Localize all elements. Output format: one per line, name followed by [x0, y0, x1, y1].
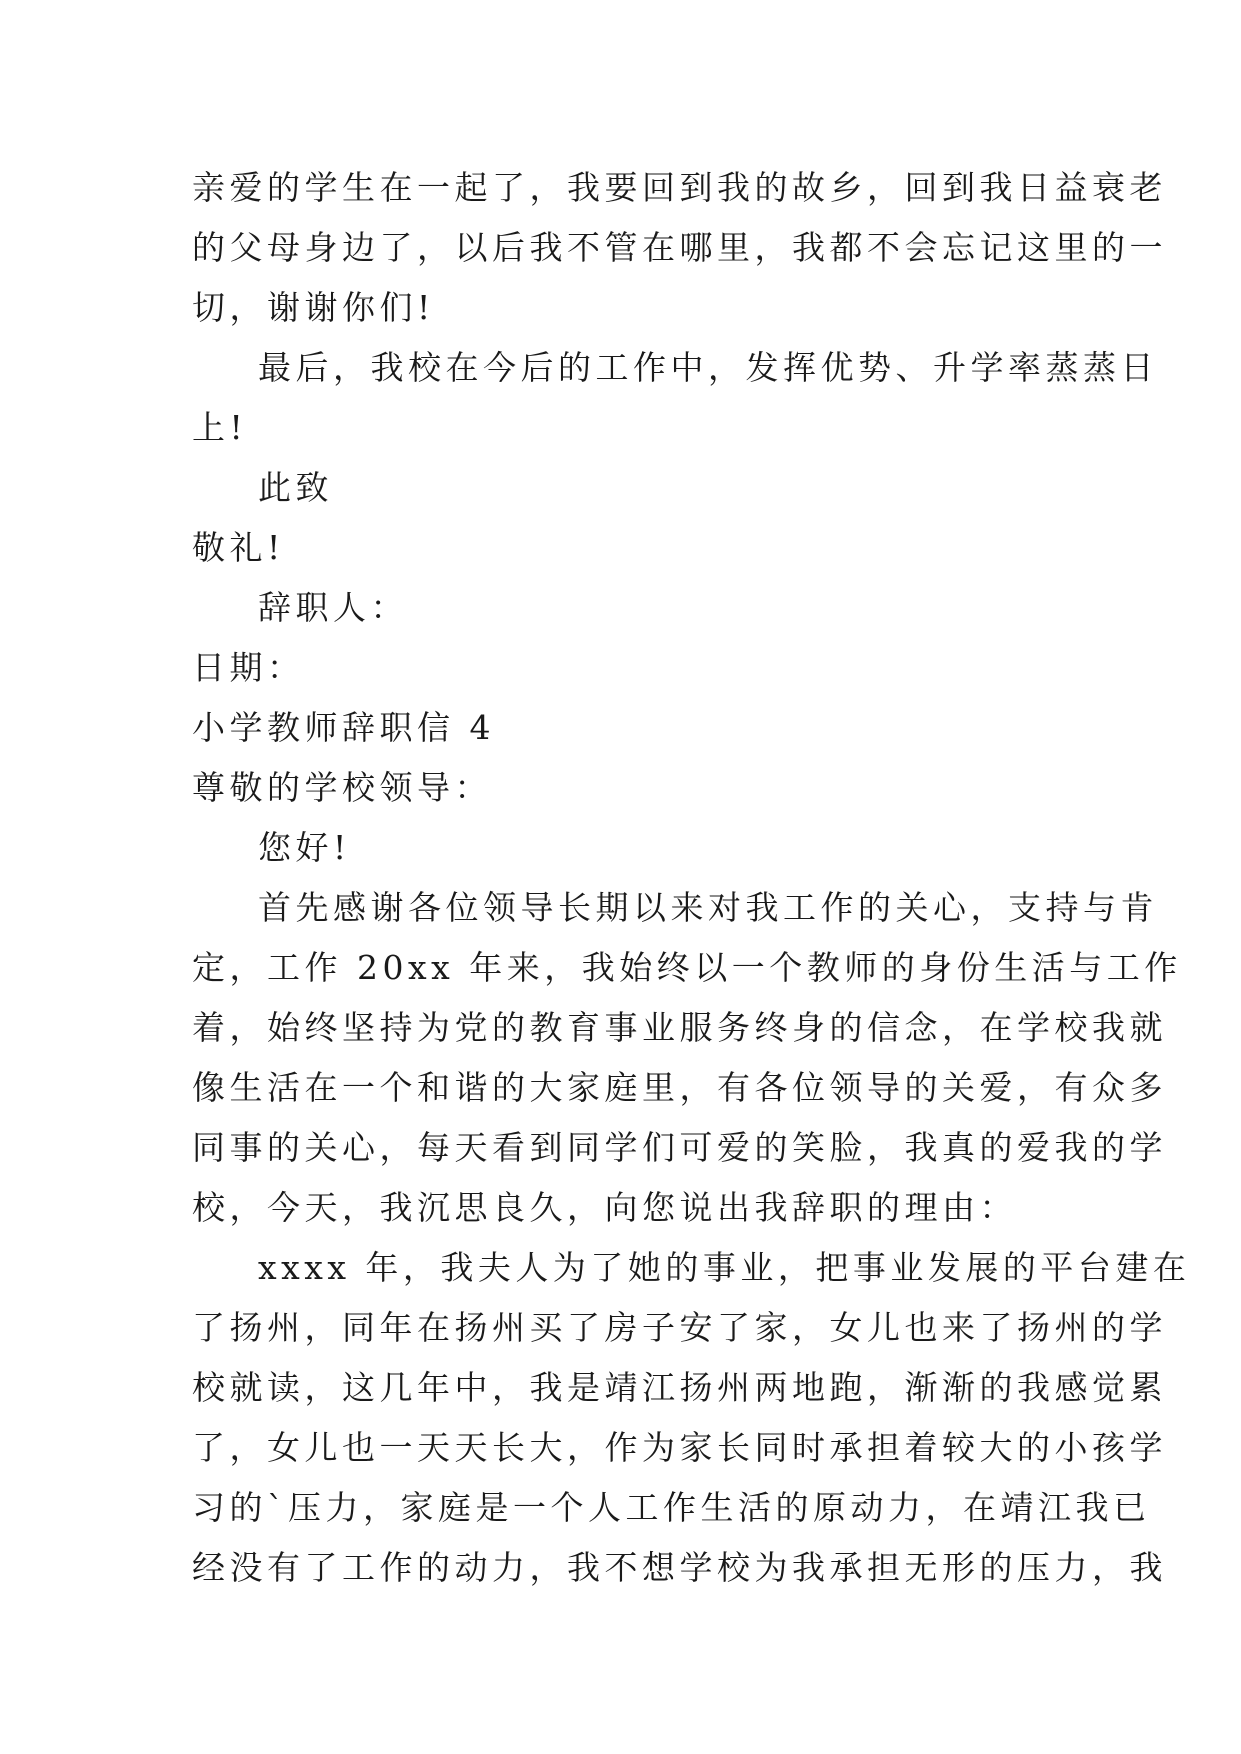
- text-line: 同事的关心，每天看到同学们可爱的笑脸，我真的爱我的学: [192, 1128, 1167, 1167]
- text-line: 校，今天，我沉思良久，向您说出我辞职的理由：: [192, 1188, 1017, 1227]
- text-line: 首先感谢各位领导长期以来对我工作的关心，支持与肯: [258, 888, 1158, 927]
- text-line: 像生活在一个和谐的大家庭里，有各位领导的关爱，有众多: [192, 1068, 1167, 1107]
- letter-title: 小学教师辞职信 4: [192, 708, 495, 747]
- text-line: 着，始终坚持为党的教育事业服务终身的信念，在学校我就: [192, 1008, 1167, 1047]
- text-line: 习的`压力，家庭是一个人工作生活的原动力，在靖江我已: [192, 1488, 1151, 1527]
- text-line: 校就读，这几年中，我是靖江扬州两地跑，渐渐的我感觉累: [192, 1368, 1167, 1407]
- date-label: 日期：: [192, 648, 305, 687]
- letter-greeting: 尊敬的学校领导：: [192, 768, 492, 807]
- text-line: 经没有了工作的动力，我不想学校为我承担无形的压力，我: [192, 1548, 1167, 1587]
- text-line: 亲爱的学生在一起了，我要回到我的故乡，回到我日益衰老: [192, 168, 1167, 207]
- text-line: xxxx 年，我夫人为了她的事业，把事业发展的平台建在: [258, 1248, 1191, 1287]
- text-line: 切，谢谢你们!: [192, 288, 435, 327]
- text-line: 了扬州，同年在扬州买了房子安了家，女儿也来了扬州的学: [192, 1308, 1167, 1347]
- closing-regards: 敬礼!: [192, 528, 285, 567]
- text-line: 最后，我校在今后的工作中，发挥优势、升学率蒸蒸日: [258, 348, 1158, 387]
- text-line: 上!: [192, 408, 248, 447]
- closing-salutation: 此致: [258, 468, 333, 507]
- letter-body: [192, 158, 1191, 1598]
- signer-label: 辞职人：: [258, 588, 408, 627]
- greeting-hello: 您好!: [258, 828, 351, 867]
- text-line: 了，女儿也一天天长大，作为家长同时承担着较大的小孩学: [192, 1428, 1167, 1467]
- text-line: 定，工作 20xx 年来，我始终以一个教师的身份生活与工作: [192, 948, 1182, 987]
- text-line: 的父母身边了，以后我不管在哪里，我都不会忘记这里的一: [192, 228, 1167, 267]
